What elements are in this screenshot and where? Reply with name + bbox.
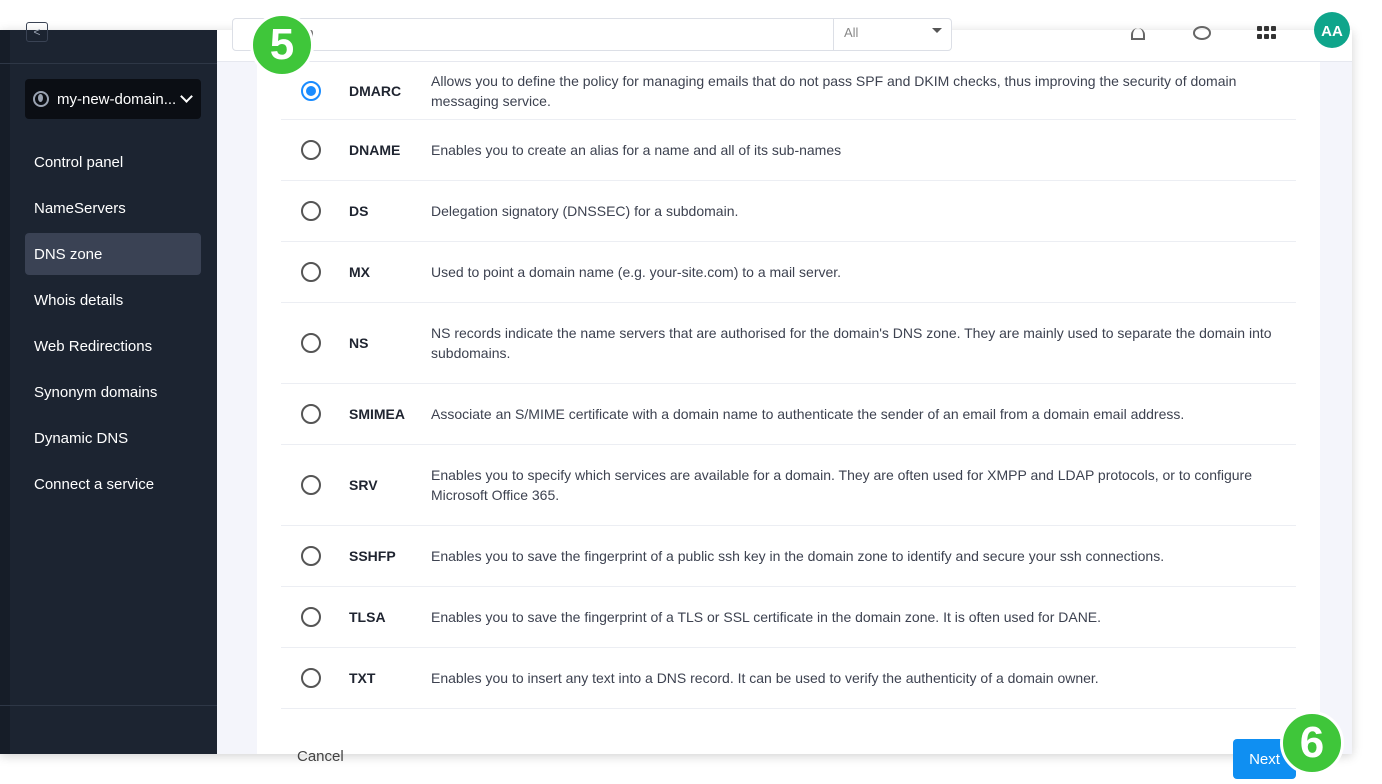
record-row-txt[interactable] [281,648,1296,709]
next-button[interactable]: Next [1233,739,1296,779]
sidebar-item-label: Connect a service [34,475,155,493]
sidebar-item-label: Dynamic DNS [34,429,129,447]
sidebar-rail [0,30,10,754]
record-row-dname[interactable] [281,120,1296,181]
record-description: Enables you to save the fingerprint of a public ssh key in the domain zone to identify and secure your ssh connections. [431,548,1165,564]
step-badge-6: 6 [1280,711,1344,775]
record-row-ds[interactable] [281,181,1296,242]
record-description: Enables you to insert any text into a DNS record. It can be used to verify the authenticity of a domain owner. [431,670,1099,686]
record-radio[interactable] [301,201,321,221]
record-row-mx[interactable] [281,242,1296,303]
sidebar-item-label: Web Redirections [34,337,153,355]
cancel-button[interactable]: Cancel [297,748,344,765]
record-row-ns[interactable] [281,303,1296,384]
record-radio[interactable] [301,546,321,566]
record-type: TLSA [349,609,386,625]
step-badge-5: 5 [250,13,314,77]
search-filter-label: All [844,25,859,40]
search-filter-select[interactable] [833,19,952,50]
domain-selector[interactable] [25,79,201,119]
sidebar-item-nameservers[interactable] [25,187,201,229]
sidebar-item-label: NameServers [34,199,126,217]
record-type: DS [349,203,369,219]
record-radio[interactable] [301,81,321,101]
record-description: NS records indicate the name servers that are authorised for the domain's DNS zone. They are mainly used to separate the domain into subdomains. [431,325,1272,361]
app-window [0,23,1352,768]
record-type: MX [349,264,370,280]
bell-icon[interactable] [1131,28,1145,40]
back-icon: < [33,25,41,39]
search-box [232,18,952,51]
record-type: SSHFP [349,548,396,564]
record-description: Allows you to define the policy for managing emails that do not pass SPF and DKIM checks, thus improving the security of domain messaging service. [431,72,1237,109]
record-radio[interactable] [301,475,321,495]
apps-grid-icon[interactable] [1257,26,1277,40]
record-radio[interactable] [301,404,321,424]
record-type: SRV [349,477,378,493]
top-bar [217,23,1352,62]
sidebar-item-control-panel[interactable] [25,141,201,183]
sidebar-footer-divider [0,705,217,706]
record-type: DNAME [349,142,401,158]
record-radio[interactable] [301,668,321,688]
record-description: Delegation signatory (DNSSEC) for a subdomain. [431,203,739,219]
sidebar-item-web-redirections[interactable] [25,325,201,367]
sidebar-item-synonym-domains[interactable] [25,371,201,413]
record-description: Associate an S/MIME certificate with a domain name to authenticate the sender of an email from a domain email address. [431,406,1185,422]
search-input[interactable] [293,25,813,42]
sidebar-item-whois-details[interactable] [25,279,201,321]
record-radio[interactable] [301,140,321,160]
sidebar [0,25,217,754]
sidebar-nav [25,141,201,509]
record-description: Used to point a domain name (e.g. your-site.com) to a mail server. [431,264,842,280]
sidebar-item-dynamic-dns[interactable] [25,417,201,459]
sidebar-item-label: Whois details [34,291,124,309]
record-type: SMIMEA [349,406,405,422]
record-radio[interactable] [301,262,321,282]
record-row-dmarc[interactable] [281,62,1296,120]
record-description: Enables you to create an alias for a name and all of its sub-names [431,142,842,158]
record-type: DMARC [349,82,402,99]
record-description: Enables you to save the fingerprint of a TLS or SSL certificate in the domain zone. It is often used for DANE. [431,609,1102,625]
domain-selector-label: my-new-domain... [57,90,177,108]
back-button[interactable] [26,22,48,42]
record-type-card [257,62,1320,768]
avatar-initials: AA [1321,23,1343,40]
sidebar-divider [0,63,217,64]
record-row-sshfp[interactable] [281,526,1296,587]
settings-icon[interactable] [1193,26,1211,40]
sidebar-item-dns-zone[interactable] [25,233,201,275]
record-row-srv[interactable] [281,445,1296,526]
record-row-smimea[interactable] [281,384,1296,445]
record-type-list [281,62,1296,709]
record-description: Enables you to specify which services are available for a domain. They are often used for XMPP and LDAP protocols, or to configure Microsoft Office 365. [431,467,1253,503]
record-radio[interactable] [301,333,321,353]
record-type: NS [349,335,369,351]
sidebar-item-label: Control panel [34,153,124,171]
sidebar-item-label: DNS zone [34,245,103,263]
sidebar-item-connect-a-service[interactable] [25,463,201,505]
sidebar-item-label: Synonym domains [34,383,158,401]
record-row-tlsa[interactable] [281,587,1296,648]
record-type: TXT [349,670,376,686]
record-radio[interactable] [301,607,321,627]
caret-down-icon [932,28,942,33]
chevron-down-icon [180,90,193,103]
avatar[interactable] [1314,12,1350,48]
globe-icon [33,91,49,107]
